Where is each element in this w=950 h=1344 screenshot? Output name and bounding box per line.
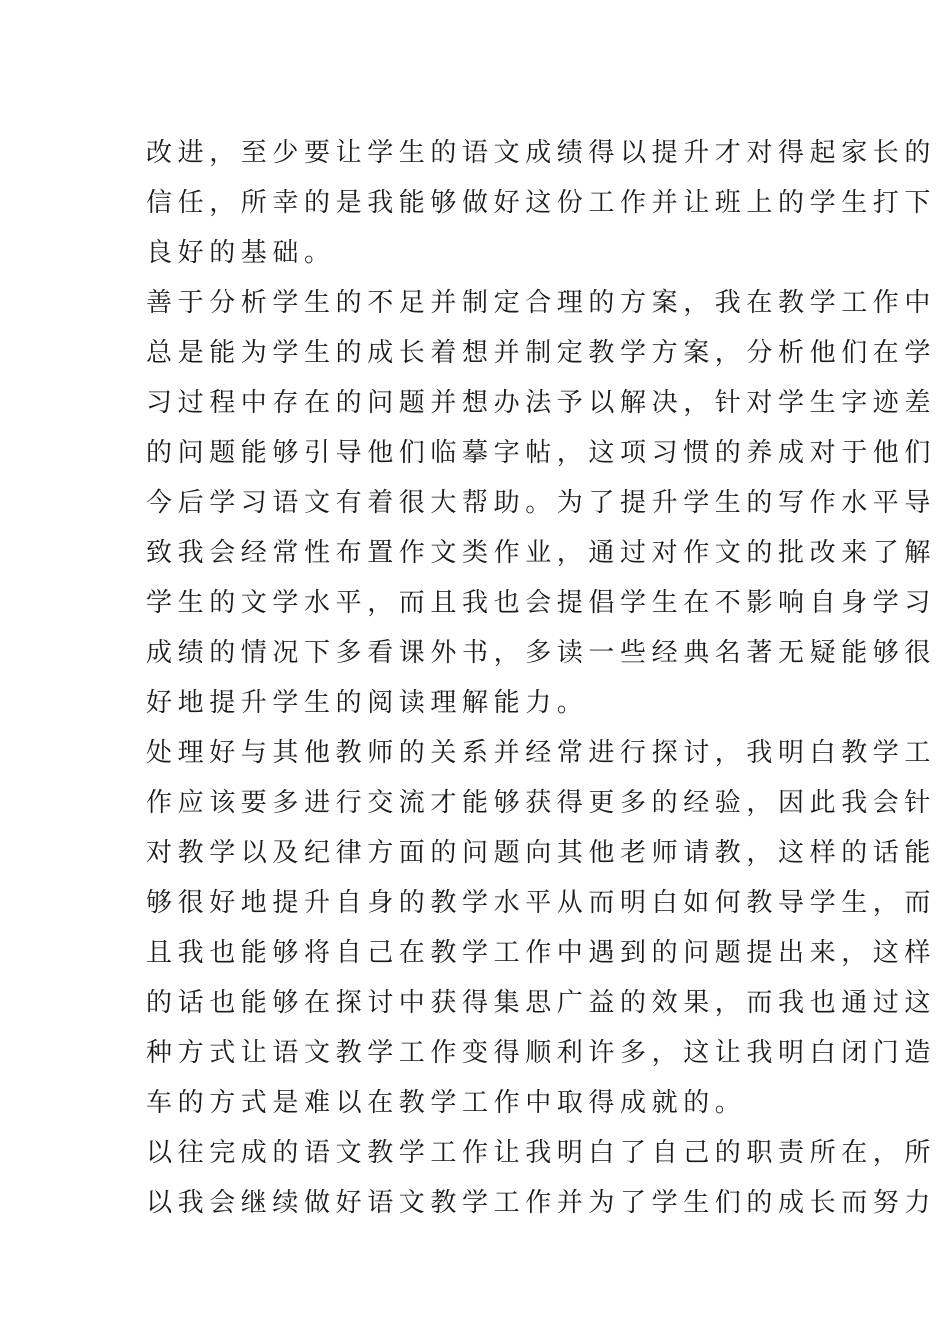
text-line: 致我会经常性布置作文类作业，通过对作文的批改来了解	[146, 538, 937, 568]
text-line: 好地提升学生的阅读理解能力。	[146, 688, 589, 718]
text-line: 良好的基础。	[146, 238, 336, 268]
text-line: 信任，所幸的是我能够做好这份工作并让班上的学生打下	[146, 188, 937, 218]
text-line: 对教学以及纪律方面的问题向其他老师请教，这样的话能	[146, 838, 937, 868]
text-line: 以往完成的语文教学工作让我明白了自己的职责所在，所	[146, 1138, 937, 1168]
text-line: 总是能为学生的成长着想并制定教学方案，分析他们在学	[146, 338, 937, 368]
text-line: 改进，至少要让学生的语文成绩得以提升才对得起家长的	[146, 138, 937, 168]
text-line: 今后学习语文有着很大帮助。为了提升学生的写作水平导	[146, 488, 937, 518]
text-line: 学生的文学水平，而且我也会提倡学生在不影响自身学习	[146, 588, 937, 618]
body-text	[146, 128, 937, 1228]
text-line: 种方式让语文教学工作变得顺利许多，这让我明白闭门造	[146, 1038, 937, 1068]
text-line: 处理好与其他教师的关系并经常进行探讨，我明白教学工	[146, 738, 937, 768]
text-line: 车的方式是难以在教学工作中取得成就的。	[146, 1088, 747, 1118]
text-line: 且我也能够将自己在教学工作中遇到的问题提出来，这样	[146, 938, 937, 968]
text-line: 以我会继续做好语文教学工作并为了学生们的成长而努力	[146, 1188, 937, 1218]
text-line: 的话也能够在探讨中获得集思广益的效果，而我也通过这	[146, 988, 937, 1018]
text-line: 习过程中存在的问题并想办法予以解决，针对学生字迹差	[146, 388, 937, 418]
text-line: 善于分析学生的不足并制定合理的方案，我在教学工作中	[146, 288, 937, 318]
text-line: 作应该要多进行交流才能够获得更多的经验，因此我会针	[146, 788, 937, 818]
text-line: 的问题能够引导他们临摹字帖，这项习惯的养成对于他们	[146, 438, 937, 468]
text-line: 够很好地提升自身的教学水平从而明白如何教导学生，而	[146, 888, 937, 918]
text-line: 成绩的情况下多看课外书，多读一些经典名著无疑能够很	[146, 638, 937, 668]
